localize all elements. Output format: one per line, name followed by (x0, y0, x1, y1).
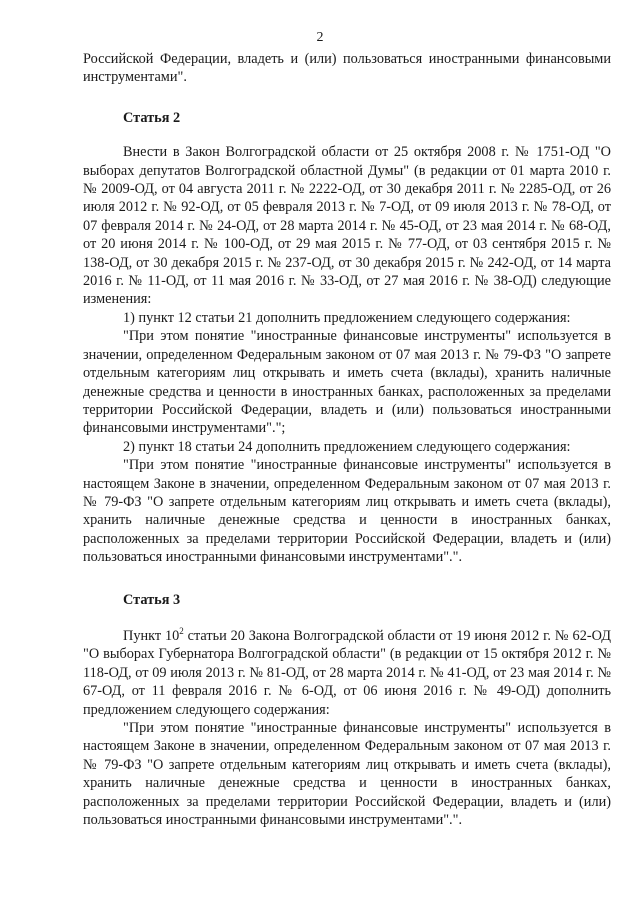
page-number: 2 (316, 30, 324, 45)
article-3-quote: "При этом понятие "иностранные финансовые инструменты" используется в настоящем Законе в значении, определенном Федеральным законом от 07 мая 2013 г. № 79-ФЗ "О запрете отдельным категориям лиц открывать и иметь счета (вклады), хранить наличные денежные средства и ценности в иностранных банках, расположенных за пределами территории Российской Федерации, владеть и (или) пользоваться иностранными финансовыми инструментами".". (83, 720, 611, 829)
article-2-quote-2: "При этом понятие "иностранные финансовые инструменты" используется в настоящем Законе в значении, определенном Федеральным законом от 07 мая 2013 г. № 79-ФЗ "О запрете отдельным категориям лиц открывать и иметь счета (вклады), хранить наличные денежные средства и ценности в иностранных банках, расположенных за пределами территории Российской Федерации, владеть и (или) пользоваться иностранными финансовыми инструментами".". (83, 457, 611, 566)
article-3-paragraph (83, 627, 611, 719)
article-2-item-2: 2) пункт 18 статьи 24 дополнить предложением следующего содержания: (123, 438, 571, 455)
article-2-quote-1: "При этом понятие "иностранные финансовые инструменты" используется в значении, определенном Федеральным законом от 07 мая 2013 г. № 79-ФЗ "О запрете отдельным категориям лиц открывать и иметь счета (вклады), хранить наличные денежные средства и ценности в иностранных банках, расположенных за пределами территории Российской Федерации, владеть и (или) пользоваться иностранными финансовыми инструментами"."; (83, 328, 611, 437)
article-2-paragraph: Внести в Закон Волгоградской области от 25 октября 2008 г. № 1751-ОД "О выборах депутатов Волгоградской областной Думы" (в редакции от 01 марта 2010 г. № 2009-ОД, от 04 августа 2011 г. № 2222-ОД, от 30 декабря 2011 г. № 2285-ОД, от 26 июля 2012 г. № 92-ОД, от 05 февраля 2013 г. № 7-ОД, от 09 июля 2013 г. № 78-ОД, от 07 февраля 2014 г. № 24-ОД, от 28 марта 2014 г. № 45-ОД, от 23 мая 2014 г. № 68-ОД, от 20 июня 2014 г. № 100-ОД, от 29 мая 2015 г. № 77-ОД, от 03 сентября 2015 г. № 138-ОД, от 30 декабря 2015 г. № 237-ОД, от 30 декабря 2015 г. № 242-ОД, от 14 марта 2016 г. № 11-ОД, от 11 мая 2016 г. № 33-ОД, от 27 мая 2016 г. № 38-ОД) следующие изменения: (83, 144, 611, 308)
article-2-heading: Статья 2 (123, 109, 181, 126)
document-body (83, 50, 611, 829)
article-3-paragraph-start: Пункт 10 (123, 627, 180, 644)
intro-paragraph: Российской Федерации, владеть и (или) пользоваться иностранными финансовыми инструментами". (83, 51, 611, 86)
article-3-superscript: 2 (179, 626, 184, 637)
article-3-paragraph-rest: статьи 20 Закона Волгоградской области от 19 июня 2012 г. № 62-ОД "О выборах Губернатора Волгоградской области" (в редакции от 15 октября 2012 г. № 118-ОД, от 09 июля 2013 г. № 81-ОД, от 28 марта 2014 г. № 41-ОД, от 23 мая 2014 г. № 67-ОД, от 11 февраля 2016 г. № 6-ОД, от 06 июня 2016 г. № 49-ОД) дополнить предложением следующего содержания: (83, 627, 611, 718)
article-2-item-1: 1) пункт 12 статьи 21 дополнить предложением следующего содержания: (123, 309, 571, 326)
article-3-heading: Статья 3 (123, 591, 181, 608)
